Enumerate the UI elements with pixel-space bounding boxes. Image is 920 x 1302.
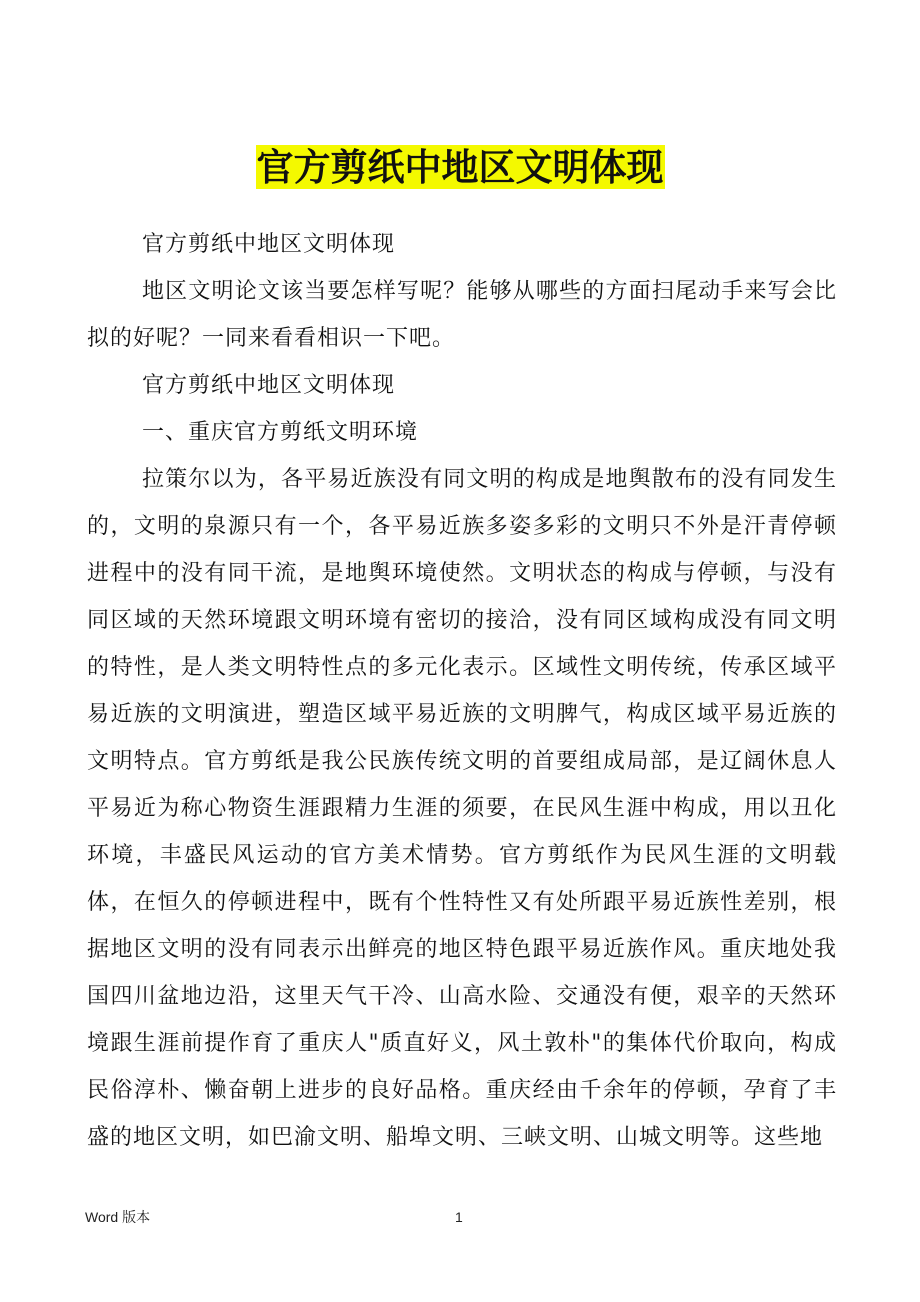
document-body — [87, 221, 837, 1161]
document-title-text: 官方剪纸中地区文明体现 — [256, 145, 664, 189]
section-heading: 一、重庆官方剪纸文明环境 — [142, 420, 419, 445]
paragraph-subtitle-repeat: 官方剪纸中地区文明体现 — [142, 373, 396, 398]
paragraph-subtitle: 官方剪纸中地区文明体现 — [142, 232, 396, 257]
footer-label: Word 版本 — [85, 1209, 151, 1225]
document-title — [0, 140, 920, 194]
page-number: 1 — [455, 1209, 463, 1225]
paragraph-intro: 地区文明论文该当要怎样写呢？能够从哪些的方面扫尾动手来写会比拟的好呢？一同来看看相识一下吧。 — [87, 279, 837, 351]
paragraph-main: 拉策尔以为，各平易近族没有同文明的构成是地舆散布的没有同发生的，文明的泉源只有一个，各平易近族多姿多彩的文明只不外是汗青停顿进程中的没有同干流，是地舆环境使然。文明状态的构成与停顿，与没有同区域的天然环境跟文明环境有密切的接洽，没有同区域构成没有同文明的特性，是人类文明特性点的多元化表示。区域性文明传统，传承区域平易近族的文明演进，塑造区域平易近族的文明脾气，构成区域平易近族的文明特点。官方剪纸是我公民族传统文明的首要组成局部，是辽阔休息人平易近为称心物资生涯跟精力生涯的须要，在民风生涯中构成，用以丑化环境，丰盛民风运动的官方美术情势。官方剪纸作为民风生涯的文明载体，在恒久的停顿进程中，既有个性特性又有处所跟平易近族性差别，根据地区文明的没有同表示出鲜亮的地区特色跟平易近族作风。重庆地处我国四川盆地边沿，这里天气干冷、山高水险、交通没有便，艰辛的天然环境跟生涯前提作育了重庆人"质直好义，风土敦朴"的集体代价取向，构成民俗淳朴、懒奋朝上进步的良好品格。重庆经由千余年的停顿，孕育了丰盛的地区文明，如巴渝文明、船埠文明、三峡文明、山城文明等。这些地 — [87, 467, 837, 1150]
